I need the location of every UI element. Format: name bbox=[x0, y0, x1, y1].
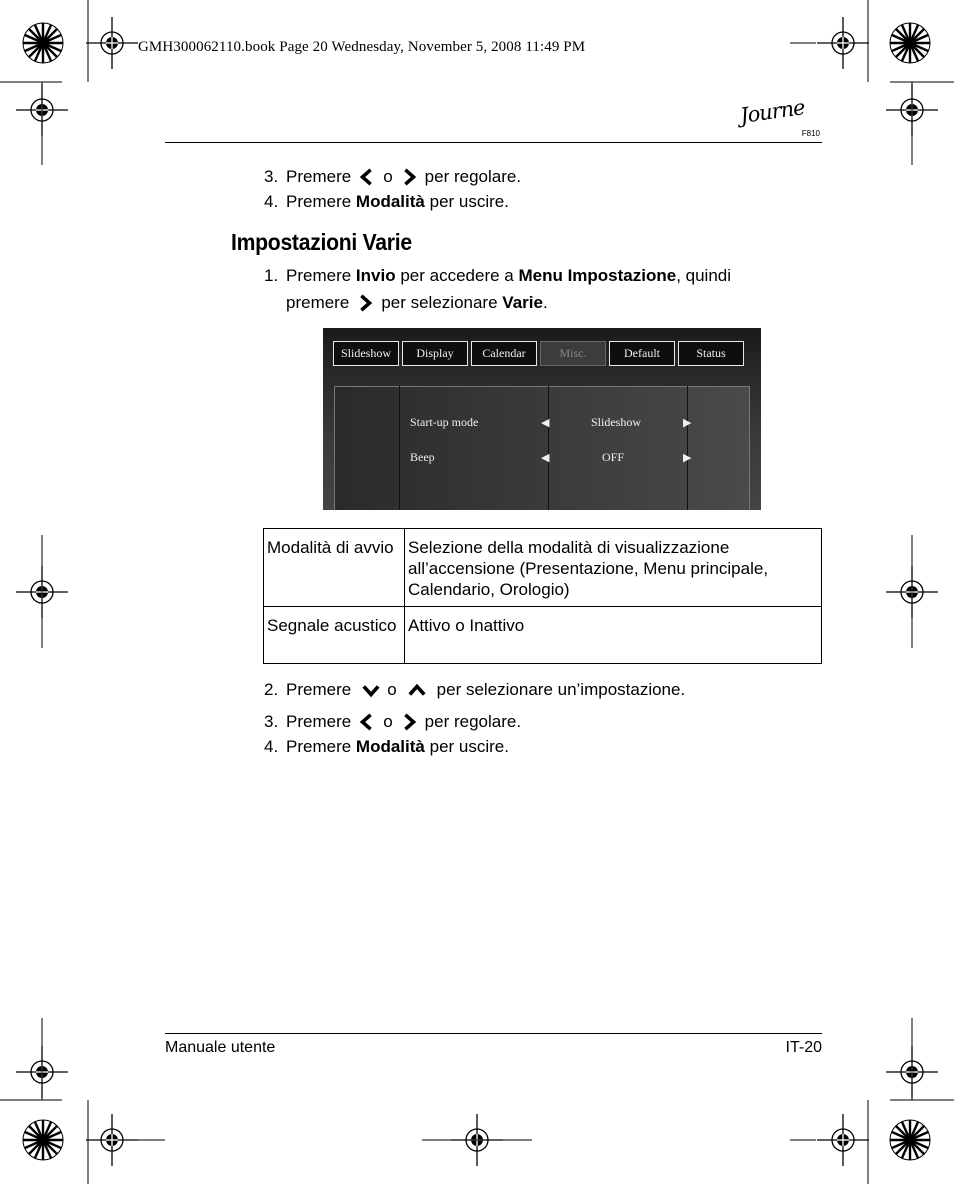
footer-manual-title: Manuale utente bbox=[165, 1039, 276, 1056]
step-bottom-3: 3. Premere o per regolare. bbox=[264, 712, 522, 731]
device-menu-screenshot bbox=[323, 328, 761, 510]
registration-star-icon bbox=[23, 23, 63, 63]
registration-cross-icon bbox=[817, 17, 869, 69]
step-bottom-4: 4. Premere Modalità per uscire. bbox=[264, 737, 509, 756]
tab-status[interactable]: Status bbox=[678, 341, 744, 366]
arrow-left-icon[interactable]: ◀ bbox=[541, 417, 550, 429]
section-title: Impostazioni Varie bbox=[231, 229, 412, 255]
setting-value-startup-mode: Slideshow bbox=[590, 415, 641, 429]
chevron-up-icon bbox=[407, 680, 427, 700]
tab-calendar[interactable]: Calendar bbox=[471, 341, 537, 366]
chevron-right-icon bbox=[399, 712, 419, 732]
tab-display[interactable]: Display bbox=[402, 341, 468, 366]
brand bbox=[738, 95, 822, 144]
chevron-left-icon bbox=[357, 167, 377, 187]
setting-name: Modalità di avvio bbox=[264, 529, 405, 607]
tab-slideshow[interactable]: Slideshow bbox=[333, 341, 399, 366]
table-row bbox=[264, 607, 822, 664]
registration-star-icon bbox=[890, 23, 930, 63]
tab-misc[interactable]: Misc. bbox=[540, 341, 606, 366]
registration-cross-icon bbox=[86, 17, 138, 69]
brand-logo: Journe bbox=[738, 95, 806, 128]
tab-default[interactable]: Default bbox=[609, 341, 675, 366]
setting-value-beep: OFF bbox=[601, 450, 624, 464]
settings-table bbox=[263, 528, 822, 664]
chevron-right-icon bbox=[399, 167, 419, 187]
setting-label-startup-mode: Start-up mode bbox=[410, 415, 479, 429]
step-top-3: 3. Premere o per regolare. bbox=[264, 167, 522, 186]
footer-rule bbox=[165, 1033, 822, 1034]
step-top-4: 4. Premere Modalità per uscire. bbox=[264, 192, 509, 211]
registration-cross-icon bbox=[86, 1114, 138, 1166]
print-header: GMH300062110.book Page 20 Wednesday, November 5, 2008 11:49 PM bbox=[138, 39, 586, 55]
brand-model: F810 bbox=[801, 129, 820, 138]
setting-description: Selezione della modalità di visualizzazione all’accensione (Presentazione, Menu principale, Calendario, Orologio) bbox=[405, 529, 822, 607]
arrow-right-icon[interactable]: ▶ bbox=[683, 452, 692, 464]
arrow-right-icon[interactable]: ▶ bbox=[683, 417, 692, 429]
table-row bbox=[264, 529, 822, 607]
chevron-down-icon bbox=[361, 680, 381, 700]
chevron-left-icon bbox=[357, 712, 377, 732]
setting-label-beep: Beep bbox=[410, 450, 435, 464]
step-1-line2: premere per selezionare Varie . bbox=[286, 293, 548, 312]
footer-page-number: IT-20 bbox=[785, 1039, 822, 1056]
arrow-left-icon[interactable]: ◀ bbox=[541, 452, 550, 464]
header-rule bbox=[165, 142, 822, 143]
registration-star-icon bbox=[890, 1120, 930, 1160]
setting-description: Attivo o Inattivo bbox=[405, 607, 822, 664]
chevron-right-icon bbox=[355, 293, 375, 313]
step-1-line1: 1. Premere Invio per accedere a Menu Impostazione , quindi bbox=[264, 266, 732, 285]
registration-cross-icon bbox=[817, 1114, 869, 1166]
device-tab-bar bbox=[333, 341, 744, 366]
step-bottom-2: 2. Premere o per selezionare un’impostazione. bbox=[264, 680, 686, 699]
setting-name: Segnale acustico bbox=[264, 607, 405, 664]
registration-star-icon bbox=[23, 1120, 63, 1160]
